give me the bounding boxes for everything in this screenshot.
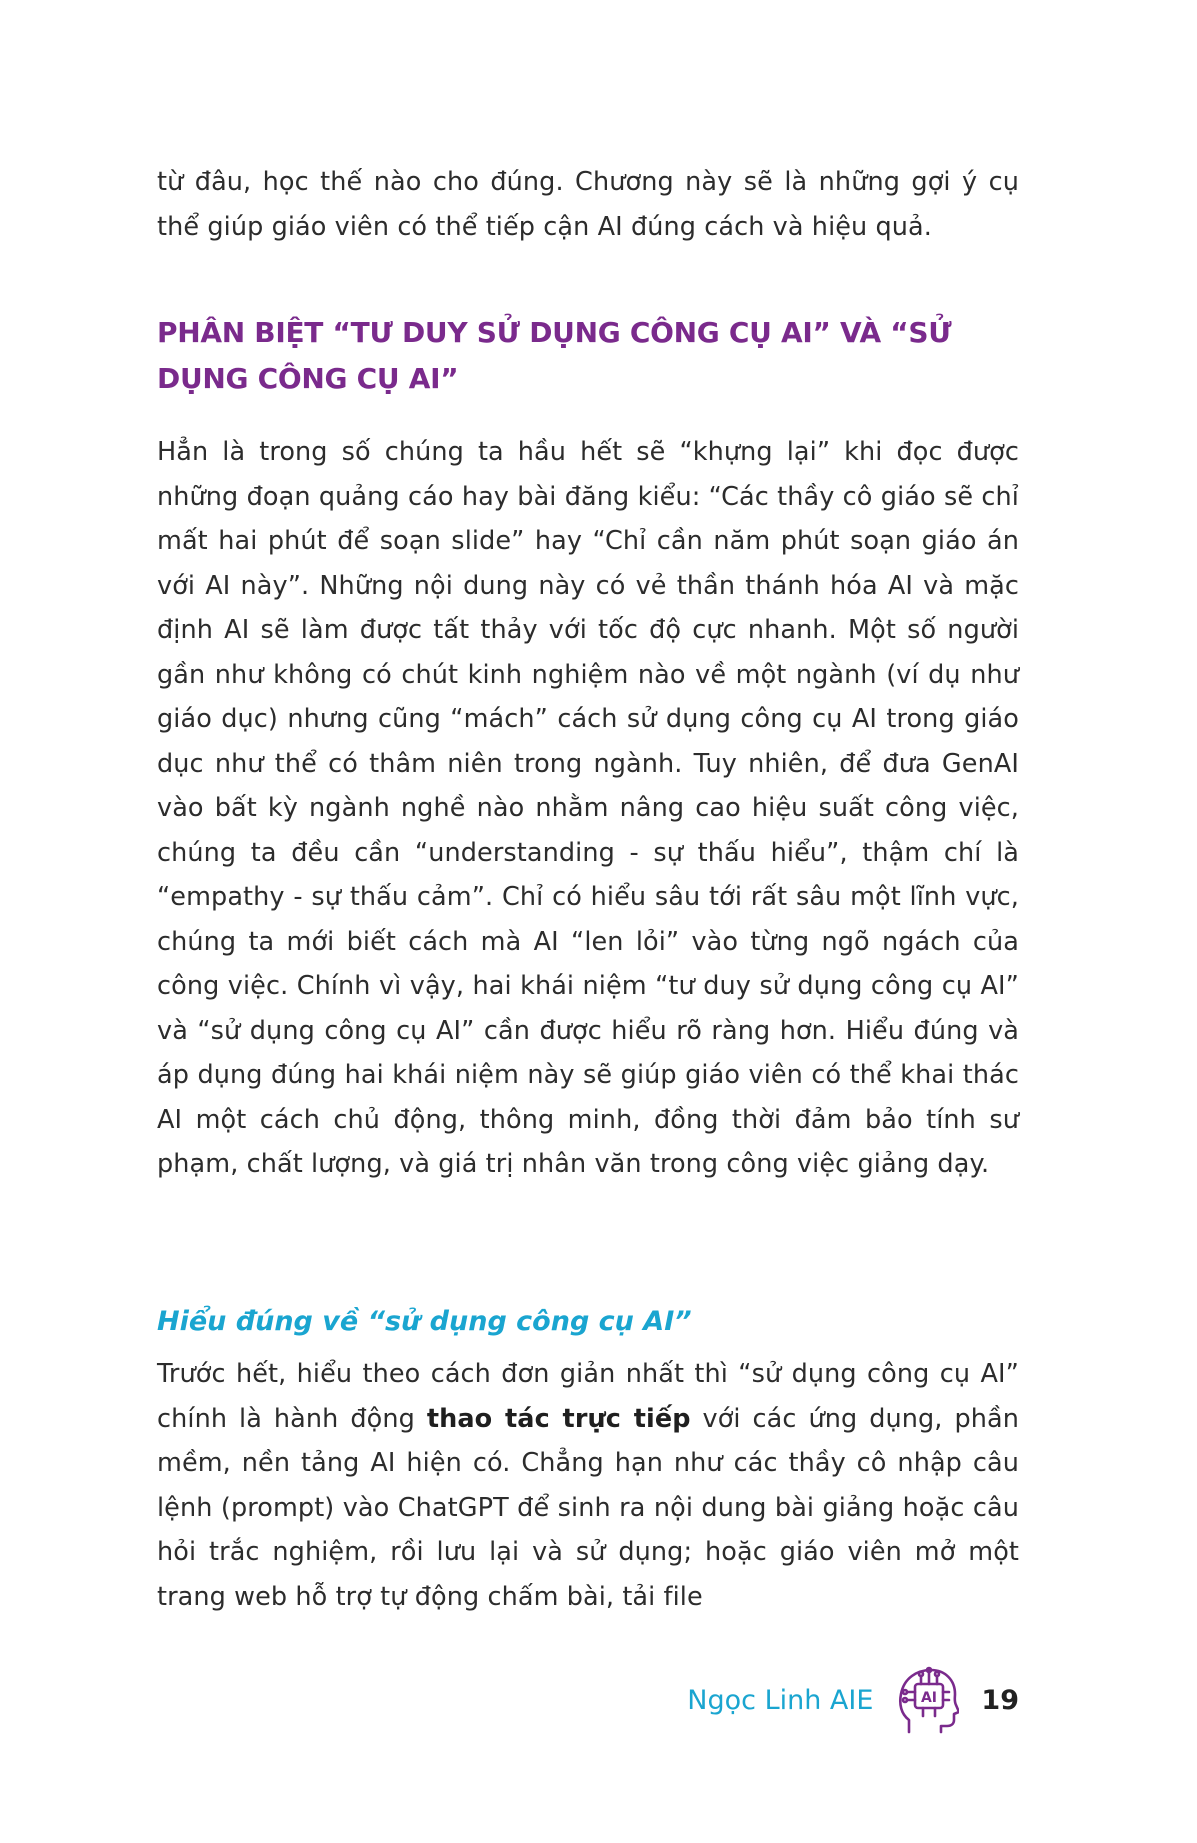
section-heading: PHÂN BIỆT “TƯ DUY SỬ DỤNG CÔNG CỤ AI” VÀ “SỬ DỤNG CÔNG CỤ AI” <box>157 316 952 395</box>
subsection-paragraph-start: Trước hết, hiểu theo cách đơn giản nhất thì “sử dụng công cụ AI” chính là hành động <box>157 1359 1019 1434</box>
footer-author: Ngọc Linh AIE <box>687 1684 874 1716</box>
logo-text: AI <box>921 1690 938 1706</box>
page-footer <box>687 1660 1019 1740</box>
ai-head-icon <box>895 1660 959 1740</box>
intro-paragraph: từ đâu, học thế nào cho đúng. Chương này sẽ là những gợi ý cụ thể giúp giáo viên có thể tiếp cận AI đúng cách và hiệu quả. <box>157 167 1019 242</box>
section-paragraph: Hẳn là trong số chúng ta hầu hết sẽ “khựng lại” khi đọc được những đoạn quảng cáo hay bài đăng kiểu: “Các thầy cô giáo sẽ chỉ mất hai phút để soạn slide” hay “Chỉ cần năm phút soạn giáo án với AI này”. Những nội dung này có vẻ thần thánh hóa AI và mặc định AI sẽ làm được tất thảy với tốc độ cực nhanh. Một số người gần như không có chút kinh nghiệm nào về một ngành (ví dụ như giáo dục) nhưng cũng “mách” cách sử dụng công cụ AI trong giáo dục như thể có thâm niên trong ngành. Tuy nhiên, để đưa GenAI vào bất kỳ ngành nghề nào nhằm nâng cao hiệu suất công việc, chúng ta đều cần “understanding - sự thấu hiểu”, thậm chí là “empathy - sự thấu cảm”. Chỉ có hiểu sâu tới rất sâu một lĩnh vực, chúng ta mới biết cách mà AI “len lỏi” vào từng ngõ ngách của công việc. Chính vì vậy, hai khái niệm “tư duy sử dụng công cụ AI” và “sử dụng công cụ AI” cần được hiểu rõ ràng hơn. Hiểu đúng và áp dụng đúng hai khái niệm này sẽ giúp giáo viên có thể khai thác AI một cách chủ động, thông minh, đồng thời đảm bảo tính sư phạm, chất lượng, và giá trị nhân văn trong công việc giảng dạy. <box>157 437 1019 1179</box>
subsection-paragraph-end: với các ứng dụng, phần mềm, nền tảng AI hiện có. Chẳng hạn như các thầy cô nhập câu lệnh (prompt) vào ChatGPT để sinh ra nội dung bài giảng hoặc câu hỏi trắc nghiệm, rồi lưu lại và sử dụng; hoặc giáo viên mở một trang web hỗ trợ tự động chấm bài, tải file <box>157 1403 1019 1612</box>
subsection-heading: Hiểu đúng về “sử dụng công cụ AI” <box>157 1306 692 1337</box>
subsection-paragraph-bold: thao tác trực tiếp <box>426 1403 691 1434</box>
page-number: 19 <box>981 1684 1019 1716</box>
subsection-paragraph <box>157 1352 1019 1619</box>
